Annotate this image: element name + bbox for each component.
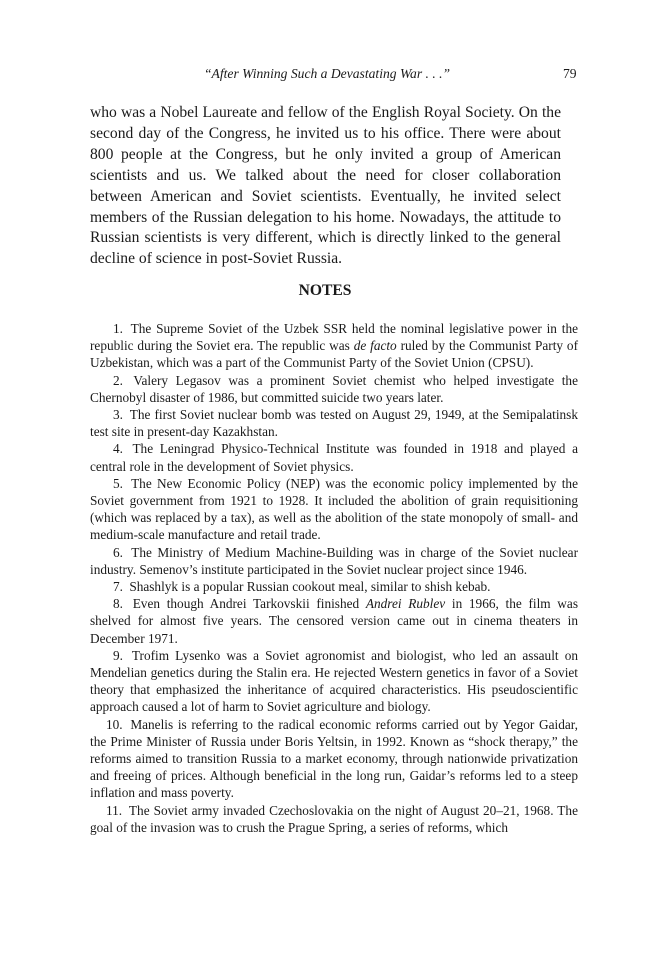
body-paragraph: who was a Nobel Laureate and fellow of the English Royal Society. On the second day of the Congress, he invited us to his office. There were about 800 people at the Congress, but he only invited a group of American scientists and us. We talked about the need for closer collaboration between American and Soviet scientists. Eventually, he invited select members of the Russian delegation to his home. Nowadays, the attitude to Russian scientists is very different, which is directly linked to the general decline of science in post-Soviet Russia. — [90, 104, 561, 268]
note-number: 8. — [113, 596, 123, 612]
running-title: “After Winning Such a Devastating War . . .” — [204, 66, 451, 81]
note-7 — [90, 578, 578, 595]
note-9 — [90, 647, 578, 716]
note-text: The Soviet army invaded Czechoslovakia on the night of August 20–21, 1968. The goal of the invasion was to crush the Prague Spring, a series of reforms, which — [90, 802, 578, 835]
notes-list — [90, 320, 578, 836]
note-text: Valery Legasov was a prominent Soviet chemist who helped investigate the Chernobyl disaster of 1986, but committed suicide two years later. — [90, 372, 578, 405]
note-number: 3. — [113, 407, 123, 423]
note-6 — [90, 544, 578, 578]
note-number: 4. — [113, 441, 123, 457]
note-4 — [90, 440, 578, 474]
note-2 — [90, 372, 578, 406]
note-text-part: in 1966, the film was shelved for almost five years. The censored version came out in cinema theaters in December 1971. — [90, 596, 578, 646]
note-5 — [90, 475, 578, 544]
note-text: The New Economic Policy (NEP) was the economic policy implemented by the Soviet government from 1921 to 1928. It included the abolition of grain requisitioning (which was replaced by a tax), as well as the abolition of the state monopoly of small- and medium-scale manufacture and retail trade. — [90, 475, 578, 543]
note-text-part: The Supreme Soviet of the Uzbek SSR held the nominal legislative power in the republic during the Soviet era. The republic was — [90, 321, 579, 354]
note-text-part: Even though Andrei Tarkovskii finished — [132, 596, 366, 612]
note-text: Manelis is referring to the radical economic reforms carried out by Yegor Gaidar, the Prime Minister of Russia under Boris Yeltsin, in 1992. Known as “shock therapy,” the reforms aimed to transition Russia to a market economy, through nationwide privatization and freeing of prices. Although beneficial in the long run, Gaidar’s reforms led to a steep inflation and mass poverty. — [90, 716, 579, 801]
note-number: 9. — [113, 647, 123, 663]
note-text — [90, 596, 578, 645]
notes-heading: NOTES — [298, 282, 352, 299]
note-text: Trofim Lysenko was a Soviet agronomist and biologist, who led an assault on Mendelian genetics during the Stalin era. He rejected Western genetics in favor of a Soviet theory that emphasized the inheritance of acquired characteristics. His pseudoscientific approach caused a lot of harm to Soviet agriculture and biology. — [90, 647, 578, 715]
note-text: The Leningrad Physico-Technical Institute was founded in 1918 and played a central role in the development of Soviet physics. — [90, 441, 578, 474]
note-text: The first Soviet nuclear bomb was tested on August 29, 1949, at the Semipalatinsk test site in present-day Kazakhstan. — [90, 407, 578, 440]
note-text-part: ruled by the Communist Party of Uzbekistan, which was a part of the Communist Party of the Soviet Union (CPSU). — [90, 338, 579, 371]
note-text — [90, 321, 578, 370]
note-text: The Ministry of Medium Machine-Building was in charge of the Soviet nuclear industry. Semenov’s institute participated in the Soviet nuclear project since 1946. — [90, 544, 578, 577]
note-number: 1. — [113, 321, 123, 336]
note-text-italic: Andrei Rublev — [365, 596, 446, 612]
note-1 — [90, 320, 578, 372]
page-number: 79 — [563, 66, 577, 81]
note-3 — [90, 406, 578, 440]
note-number: 2. — [113, 372, 123, 388]
note-8 — [90, 595, 578, 647]
note-number: 5. — [113, 475, 123, 491]
note-number: 10. — [106, 716, 123, 732]
note-text: Shashlyk is a popular Russian cookout meal, similar to shish kebab. — [129, 579, 491, 595]
note-text-italic: de facto — [353, 338, 397, 354]
note-11 — [90, 802, 578, 836]
note-number: 6. — [113, 544, 123, 560]
running-head — [0, 66, 650, 86]
note-number: 11. — [106, 802, 123, 818]
note-10 — [90, 716, 578, 802]
note-number: 7. — [113, 579, 123, 595]
